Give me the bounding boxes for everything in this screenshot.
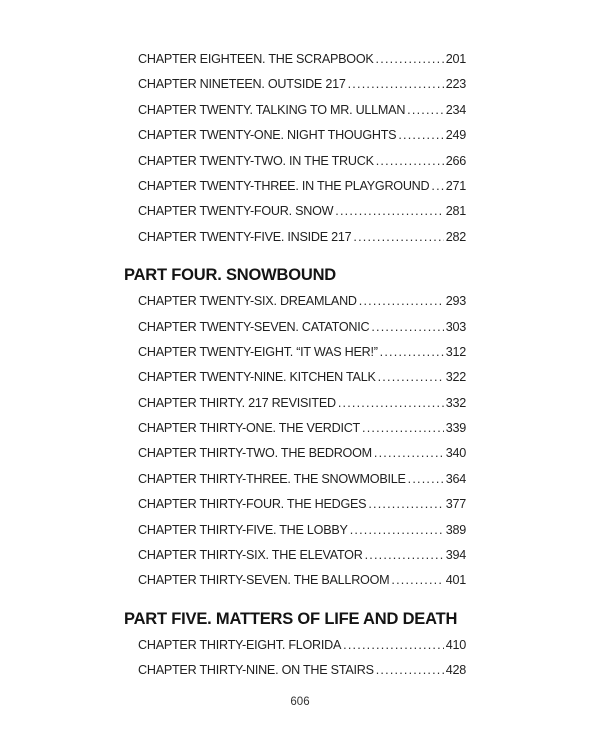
chapter-title: CHAPTER THIRTY-ONE. THE VERDICT (138, 421, 361, 436)
chapter-page-number: 234 (445, 102, 466, 117)
toc-entry (138, 179, 466, 204)
toc-entry (138, 370, 466, 395)
chapter-page-number: 364 (445, 471, 466, 486)
toc-entry (138, 52, 466, 77)
part-heading: PART FOUR. SNOWBOUND (124, 266, 337, 285)
dot-leader (374, 446, 444, 460)
toc-entry (138, 345, 466, 370)
toc-entry (138, 77, 466, 102)
toc-entry (138, 446, 466, 471)
dot-leader (353, 230, 443, 244)
chapter-title: CHAPTER THIRTY. 217 REVISITED (138, 395, 336, 410)
chapter-page-number: 281 (445, 204, 466, 219)
chapter-title: CHAPTER THIRTY-SEVEN. THE BALLROOM (138, 573, 390, 588)
toc-entry (138, 294, 466, 319)
chapter-page-number: 312 (445, 344, 466, 359)
chapter-page-number: 401 (445, 573, 466, 588)
chapter-title: CHAPTER TWENTY-SIX. DREAMLAND (138, 294, 357, 309)
chapter-title: CHAPTER TWENTY-FIVE. INSIDE 217 (138, 229, 352, 244)
chapter-title: CHAPTER TWENTY-EIGHT. “IT WAS HER!” (138, 344, 378, 359)
dot-leader (376, 52, 444, 66)
chapter-title: CHAPTER TWENTY-TWO. IN THE TRUCK (138, 153, 374, 168)
dot-leader (431, 179, 443, 193)
dot-leader (359, 294, 444, 308)
dot-leader (376, 663, 444, 677)
toc-entry (138, 396, 466, 421)
chapter-page-number: 428 (445, 663, 466, 678)
toc-entry (138, 548, 466, 573)
dot-leader (362, 421, 444, 435)
chapter-page-number: 266 (445, 153, 466, 168)
dot-leader (348, 77, 444, 91)
dot-leader (371, 320, 443, 334)
dot-leader (365, 548, 444, 562)
toc-entry (138, 320, 466, 345)
toc-entry (138, 497, 466, 522)
toc-entry (138, 472, 466, 497)
chapter-page-number: 339 (445, 421, 466, 436)
dot-leader (380, 345, 444, 359)
page-number: 606 (290, 696, 310, 708)
dot-leader (408, 472, 444, 486)
chapter-page-number: 303 (445, 319, 466, 334)
chapter-page-number: 340 (445, 446, 466, 461)
chapter-title: CHAPTER THIRTY-SIX. THE ELEVATOR (138, 548, 363, 563)
dot-leader (338, 396, 444, 410)
chapter-title: CHAPTER NINETEEN. OUTSIDE 217 (138, 77, 346, 92)
toc-entry (138, 204, 466, 229)
chapter-title: CHAPTER TWENTY-SEVEN. CATATONIC (138, 319, 370, 334)
dot-leader (407, 103, 444, 117)
dot-leader (343, 638, 444, 652)
chapter-title: CHAPTER THIRTY-FOUR. THE HEDGES (138, 497, 367, 512)
chapter-page-number: 293 (445, 294, 466, 309)
toc-entry (138, 663, 466, 688)
dot-leader (378, 370, 444, 384)
chapter-title: CHAPTER THIRTY-TWO. THE BEDROOM (138, 446, 372, 461)
chapter-title: CHAPTER TWENTY-THREE. IN THE PLAYGROUND (138, 178, 430, 193)
chapter-page-number: 322 (445, 370, 466, 385)
chapter-title: CHAPTER TWENTY-FOUR. SNOW (138, 204, 334, 219)
chapter-title: CHAPTER TWENTY-ONE. NIGHT THOUGHTS (138, 128, 397, 143)
table-of-contents (0, 52, 600, 689)
dot-leader (376, 154, 444, 168)
chapter-page-number: 410 (445, 637, 466, 652)
chapter-page-number: 201 (445, 52, 466, 66)
chapter-page-number: 377 (445, 497, 466, 512)
chapter-title: CHAPTER THIRTY-FIVE. THE LOBBY (138, 522, 348, 537)
dot-leader (335, 204, 443, 218)
chapter-title: CHAPTER EIGHTEEN. THE SCRAPBOOK (138, 52, 374, 66)
dot-leader (368, 497, 443, 511)
toc-entry (138, 128, 466, 153)
toc-entry (138, 103, 466, 128)
toc-entry (138, 523, 466, 548)
chapter-page-number: 282 (445, 229, 466, 244)
chapter-title: CHAPTER TWENTY-NINE. KITCHEN TALK (138, 370, 376, 385)
dot-leader (391, 573, 443, 587)
toc-entry (138, 230, 466, 255)
toc-entry (138, 421, 466, 446)
chapter-page-number: 394 (445, 548, 466, 563)
chapter-page-number: 249 (445, 128, 466, 143)
toc-entry (138, 154, 466, 179)
chapter-title: CHAPTER THIRTY-NINE. ON THE STAIRS (138, 663, 374, 678)
toc-entry (138, 638, 466, 663)
chapter-page-number: 332 (445, 395, 466, 410)
chapter-page-number: 271 (445, 178, 466, 193)
chapter-title: CHAPTER THIRTY-EIGHT. FLORIDA (138, 637, 342, 652)
dot-leader (350, 523, 444, 537)
part-heading: PART FIVE. MATTERS OF LIFE AND DEATH (124, 609, 458, 628)
chapter-title: CHAPTER THIRTY-THREE. THE SNOWMOBILE (138, 471, 406, 486)
toc-entry (138, 573, 466, 598)
chapter-page-number: 389 (445, 522, 466, 537)
chapter-title: CHAPTER TWENTY. TALKING TO MR. ULLMAN (138, 102, 406, 117)
dot-leader (398, 128, 443, 142)
chapter-page-number: 223 (445, 77, 466, 92)
